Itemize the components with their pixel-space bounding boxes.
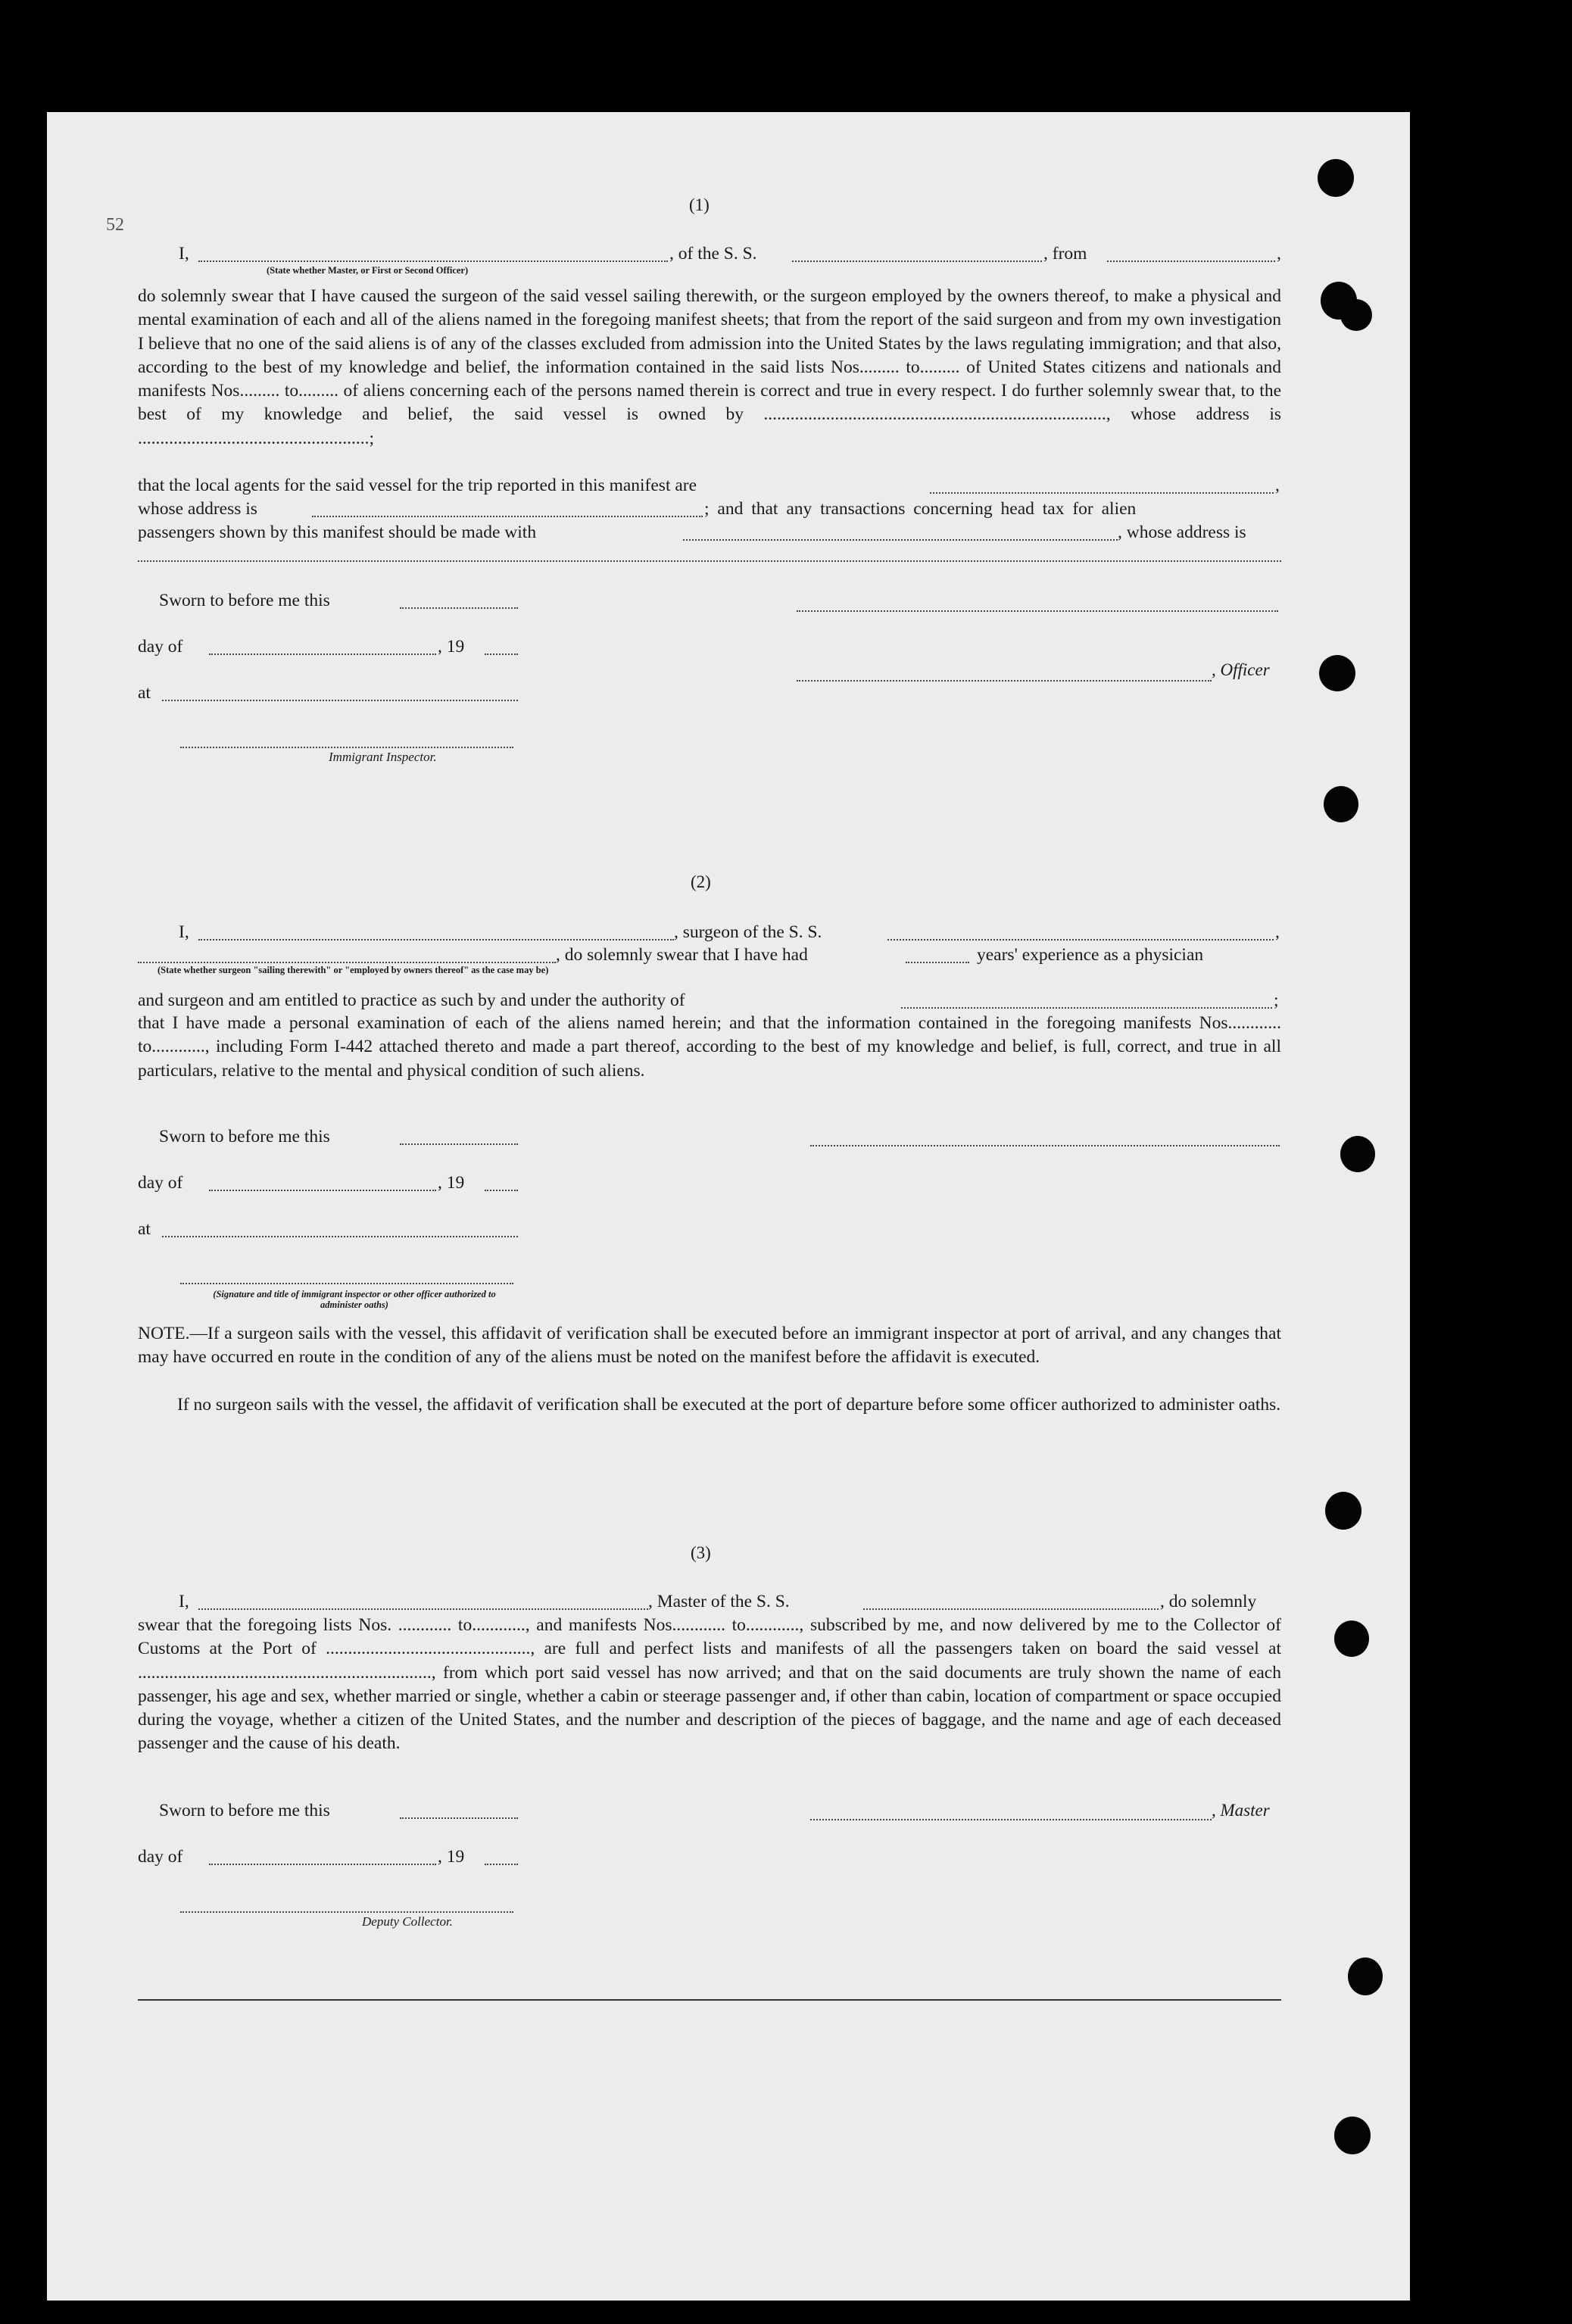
sec1-year-blank [485,654,518,655]
sec1-year: , 19 [438,637,465,657]
punch-hole [1340,299,1372,331]
section-2-number: (2) [691,872,711,891]
sec3-manifest-body: swear that the foregoing lists Nos. ............ to............, and manifests Nos............ to............, subscribed by me, and now delivered by me to the Collector of Customs at the Port of .............................................., are full and perfect lists and manifests of all the passengers taken on board the said vessel at .................................................................., from which port said vessel has now arrived; and that on the said documents are truly shown the name of each passenger, his age and sex, whether married or single, whether a cabin or steerage passenger and, if other than cabin, location of compartment or space occupied during the voyage, whether a citizen of the United States, and the number and description of the pieces of baggage, and the name and age of each deceased passenger and the cause of his death. [138,1615,1281,1754]
sec1-rank-caption: (State whether Master, or First or Second Officer) [267,265,469,276]
sec1-from-blank [1107,260,1275,262]
sec3-name-blank [198,1608,648,1610]
punch-hole [1324,786,1358,822]
sec1-officer-blank [797,680,1212,682]
sec1-oath-body: do solemnly swear that I have caused the surgeon of the said vessel sailing therewith, or the surgeon employed by the owners thereof, to make a physical and mental examination of each and all of the aliens named in the foregoing manifest sheets; that from the report of the said surgeon and from my own investigation I believe that no one of the said aliens is of any of the classes excluded from admission into the United States by the laws regulating immigration; and that also, according to the best of my knowledge and belief, the information contained in the said lists Nos......... to......... of United States citizens and nationals and manifests Nos......... to......... of aliens concerning each of the persons named therein is correct and true in every respect. I do further solemnly swear that, to the best of my knowledge and belief, the said vessel is owned by ............................................................................., whose address is ....................................................; [138,286,1281,448]
sec2-sworn-blank [400,1143,518,1145]
sec2-authority-end: ; [1274,990,1279,1010]
sec1-line1-i: I, [179,244,189,264]
sec1-whose-address: whose address is [138,499,257,519]
sec2-line1-surgeon: , surgeon of the S. S. [674,922,822,942]
sec2-authority: and surgeon and am entitled to practice as such by and under the authority of [138,990,685,1010]
sec1-inspector-label: Immigrant Inspector. [329,750,437,764]
sec1-sworn-blank [400,607,518,609]
sec1-officer-label: , Officer [1212,660,1270,679]
sec1-day: day of [138,637,183,657]
section-3-number: (3) [691,1543,711,1562]
sec1-agents-line: that the local agents for the said vessel for the trip reported in this manifest are [138,476,697,495]
sec2-status-caption: (State whether surgeon "sailing therewith" or "employed by owners thereof" as the case may be) [158,965,549,975]
sec1-passengers-blank [683,539,1118,541]
sec1-name-blank [198,260,668,262]
sec1-line1-end: , [1277,244,1281,264]
punch-hole [1334,2117,1371,2154]
sec1-at-blank [162,700,518,701]
sec2-line2-years: years' experience as a physician [977,945,1204,965]
sec3-master-sig-blank [810,1819,1212,1820]
punch-hole [1318,159,1354,197]
sec2-year-blank [485,1190,518,1191]
sec3-day: day of [138,1847,183,1867]
sec3-year-blank [485,1864,518,1865]
punch-hole [1334,1621,1369,1657]
sec2-status-blank [138,962,556,963]
sec2-at-blank [162,1236,518,1237]
sec1-agents-blank [930,492,1274,494]
sec2-exam-body: that I have made a personal examination of each of the aliens named herein; and that the information contained in the foregoing manifests Nos............ to............, including Form I-442 attached thereto and made a part thereof, according to the best of my knowledge and belief, is full, correct, and true in all particulars, relative to the mental and physical condition of such aliens. [138,1013,1281,1081]
sec1-officer-sig-blank [797,610,1278,612]
sec1-sworn: Sworn to before me this [159,591,330,610]
sec3-sworn-blank [400,1817,518,1819]
sec1-line1-from: , from [1043,244,1087,264]
sec2-officer-caption: (Signature and title of immigrant inspector or other officer authorized to administer oaths) [213,1289,496,1310]
sec3-deputy-sig-blank [180,1911,513,1913]
sec2-ship-blank [887,939,1274,941]
sec3-sworn: Sworn to before me this [159,1801,330,1820]
sec2-year: , 19 [438,1173,465,1193]
sec2-note: NOTE.—If a surgeon sails with the vessel, this affidavit of verification shall be executed before an immigrant inspector at port of arrival, and any changes that may have occurred en route in the condition of any of the aliens must be noted on the manifest before the affidavit is executed. [138,1324,1281,1368]
punch-hole [1325,1492,1361,1530]
section-1-number: (1) [689,195,710,214]
sec1-whose-address-blank [312,516,703,517]
sec1-line1-ss: , of the S. S. [669,244,757,264]
sec2-line2-swear: , do solemnly swear that I have had [556,945,808,965]
sec3-line1-master: , Master of the S. S. [648,1592,790,1611]
sec2-at: at [138,1219,151,1239]
sec1-ship-blank [792,260,1042,262]
sec2-line1-end: , [1275,922,1280,942]
sec1-at: at [138,683,151,703]
sec2-officer-sig-blank [180,1283,513,1284]
sec2-sworn: Sworn to before me this [159,1127,330,1146]
sec2-line1-i: I, [179,922,189,942]
sec3-deputy-label: Deputy Collector. [362,1914,453,1929]
sec3-line1-end: , do solemnly [1160,1592,1257,1611]
punch-hole [1340,1136,1375,1172]
sec2-authority-blank [901,1007,1272,1009]
sec1-passengers: passengers shown by this manifest should be made with [138,523,537,542]
sec2-name-blank [198,939,674,941]
punch-hole [1319,655,1355,691]
sec2-years-blank [906,962,969,963]
sec1-inspector-sig-blank [180,747,513,748]
sec2-day-blank [209,1190,436,1191]
sec1-address-blank [138,560,1281,562]
sec2-surgeon-sig-blank [810,1145,1280,1146]
punch-hole [1348,1957,1383,1995]
sec1-day-blank [209,654,436,655]
sec3-line1-i: I, [179,1592,189,1611]
bottom-rule [138,1999,1281,2001]
sec3-ship-blank [863,1608,1159,1610]
sec1-head-tax: ; and that any transactions concerning head tax for alien [704,499,1137,519]
sec1-passengers-end: , whose address is [1118,523,1246,542]
sec3-year: , 19 [438,1847,465,1867]
sec3-master-label: , Master [1212,1801,1270,1820]
sec3-day-blank [209,1864,436,1865]
sec2-day: day of [138,1173,183,1193]
sec2-note-2: If no surgeon sails with the vessel, the affidavit of verification shall be executed at the port of departure before some officer authorized to administer oaths. [177,1395,1281,1415]
margin-mark: 52 [106,215,124,235]
sec1-agents-end: , [1275,476,1280,495]
